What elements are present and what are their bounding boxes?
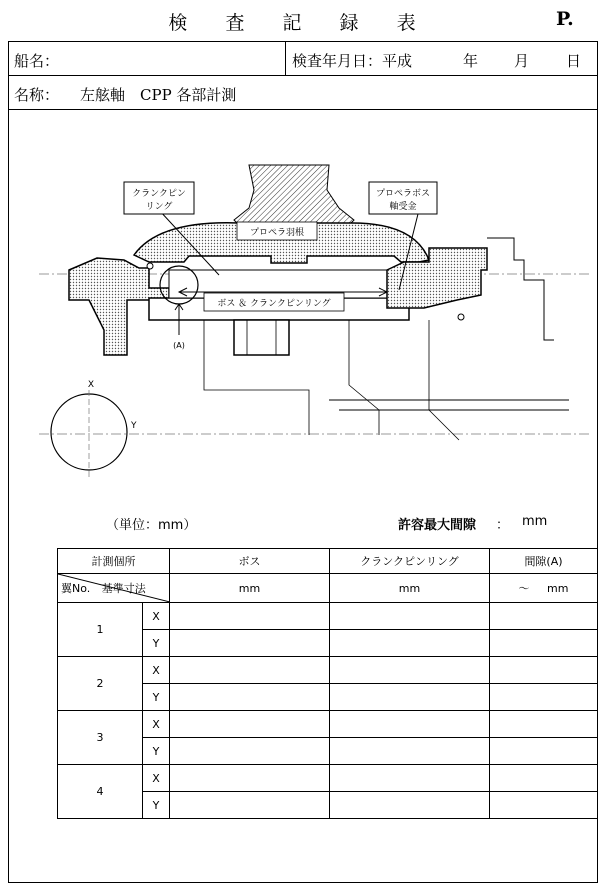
- max-clearance-label: 許容最大間隙: [398, 518, 477, 533]
- label-propeller-blade: プロペラ羽根: [249, 228, 305, 238]
- cell-gap[interactable]: [490, 630, 598, 657]
- cell-crankpin[interactable]: [330, 765, 490, 792]
- axis-x: X: [143, 711, 170, 738]
- cell-crankpin[interactable]: [330, 630, 490, 657]
- axis-x: X: [143, 765, 170, 792]
- cell-gap[interactable]: [490, 711, 598, 738]
- cell-crankpin[interactable]: [330, 684, 490, 711]
- measurement-table: [57, 548, 598, 819]
- ship-name-label: 船名：: [14, 52, 60, 70]
- cell-boss[interactable]: [170, 792, 330, 819]
- unit-gap-tilde: 〜: [518, 582, 530, 595]
- cell-crankpin[interactable]: [330, 792, 490, 819]
- header-blade-no: 翼No.: [61, 582, 91, 595]
- cell-gap[interactable]: [490, 738, 598, 765]
- header-crankpin: クランクピンリング: [330, 549, 490, 574]
- cell-boss[interactable]: [170, 657, 330, 684]
- unit-boss: mm: [170, 574, 330, 603]
- axis-y: Y: [143, 630, 170, 657]
- cell-gap[interactable]: [490, 603, 598, 630]
- inspection-date-label: 検査年月日：平成: [292, 52, 413, 70]
- axis-y: Y: [143, 738, 170, 765]
- date-month: 月: [514, 52, 530, 70]
- cell-boss[interactable]: [170, 603, 330, 630]
- header-gap: 間隙(A): [490, 549, 598, 574]
- cell-gap[interactable]: [490, 792, 598, 819]
- blade-no-cell: 1: [58, 603, 143, 657]
- axis-y: Y: [143, 792, 170, 819]
- document-title: 検 査 記 録 表: [168, 12, 432, 34]
- label-y: Y: [131, 421, 137, 431]
- cell-crankpin[interactable]: [330, 711, 490, 738]
- cell-crankpin[interactable]: [330, 603, 490, 630]
- name-value: 左舷軸 CPP 各部計測: [80, 86, 237, 104]
- axis-y: Y: [143, 684, 170, 711]
- cell-gap[interactable]: [490, 657, 598, 684]
- unit-label: （単位：mm）: [106, 518, 197, 533]
- unit-gap: [490, 574, 598, 603]
- header-boss: ボス: [170, 549, 330, 574]
- axis-x: X: [143, 657, 170, 684]
- page-number: P.: [556, 8, 574, 30]
- cell-boss[interactable]: [170, 711, 330, 738]
- cell-boss[interactable]: [170, 630, 330, 657]
- label-a: (A): [173, 341, 185, 350]
- label-boss-crankpin: ボス ＆ クランクピンリング: [217, 299, 331, 309]
- cell-boss[interactable]: [170, 738, 330, 765]
- cell-crankpin[interactable]: [330, 657, 490, 684]
- label-crankpin-ring-2: リング: [145, 202, 173, 212]
- label-x: X: [87, 380, 95, 390]
- blade-no-cell: 3: [58, 711, 143, 765]
- label-propeller-boss-2: 軸受金: [389, 202, 417, 212]
- cell-gap[interactable]: [490, 684, 598, 711]
- row-divider: [8, 75, 598, 76]
- header-blade-base: [58, 574, 170, 603]
- unit-crankpin: mm: [330, 574, 490, 603]
- header-location: 計測個所: [58, 549, 170, 574]
- cell-boss[interactable]: [170, 684, 330, 711]
- propeller-hub-drawing: [9, 110, 597, 510]
- label-propeller-boss-1: プロペラボス: [375, 189, 431, 199]
- max-clearance-sep: ：: [496, 518, 510, 533]
- blade-no-cell: 2: [58, 657, 143, 711]
- label-crankpin-ring-1: クランクピン: [132, 189, 186, 199]
- name-label: 名称：: [14, 86, 60, 104]
- cell-boss[interactable]: [170, 765, 330, 792]
- axis-x: X: [143, 603, 170, 630]
- cell-crankpin[interactable]: [330, 738, 490, 765]
- max-clearance-unit: mm: [522, 514, 548, 529]
- unit-gap-mm: mm: [547, 582, 569, 595]
- date-year: 年: [463, 52, 479, 70]
- col-divider: [285, 41, 286, 75]
- date-day: 日: [566, 52, 582, 70]
- header-base-size: 基準寸法: [101, 582, 146, 595]
- blade-no-cell: 4: [58, 765, 143, 819]
- cell-gap[interactable]: [490, 765, 598, 792]
